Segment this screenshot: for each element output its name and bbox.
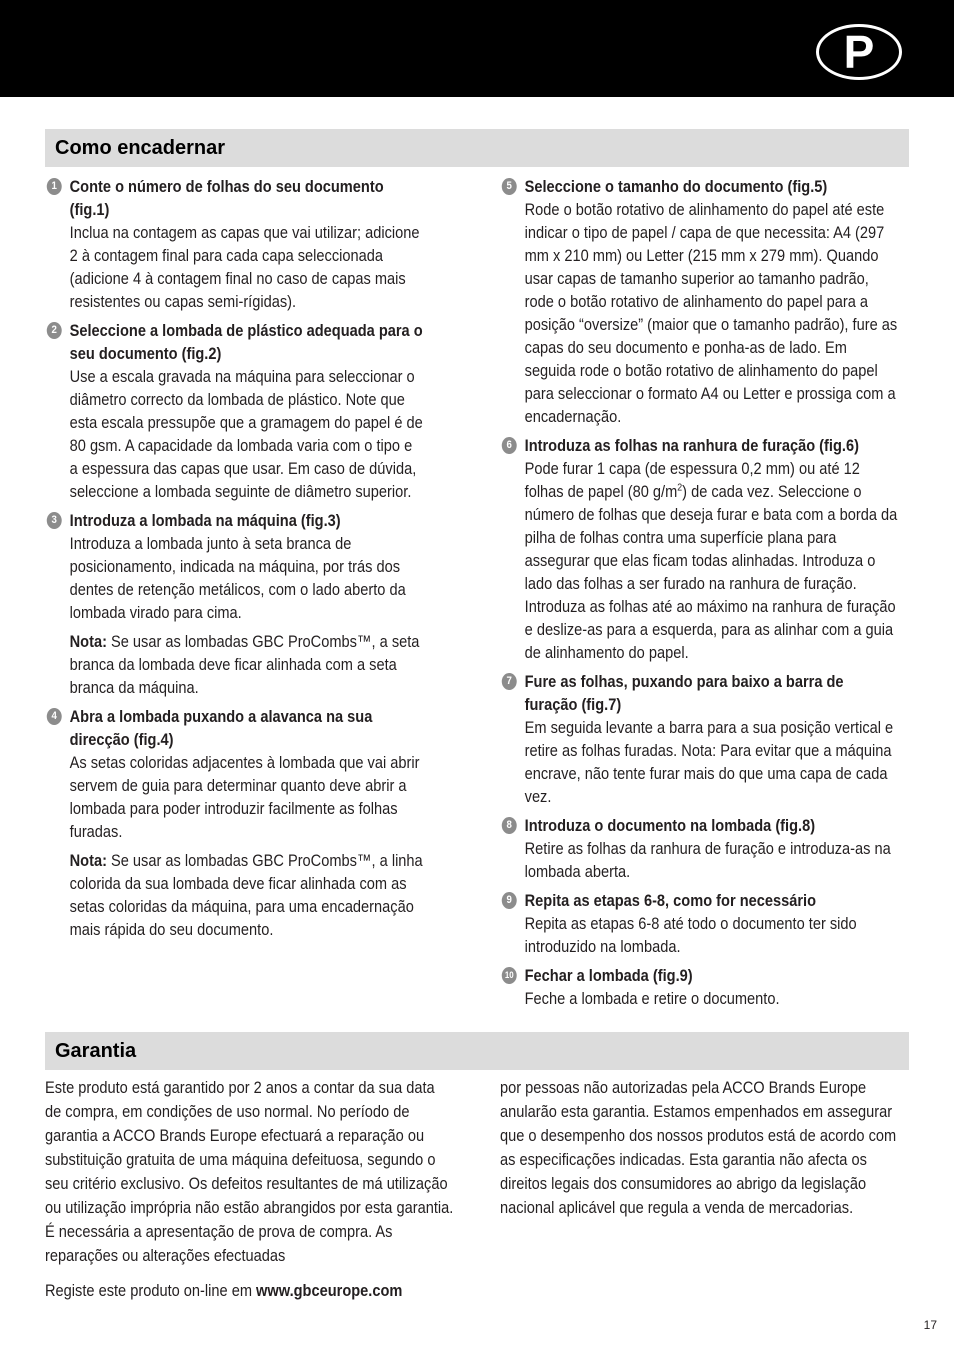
step-body-part: Pode furar 1 capa (de espessura 0,2 mm) ou até 12 folhas de papel (80 g/m bbox=[524, 459, 860, 501]
step-8 bbox=[500, 814, 900, 883]
step-number: 9 bbox=[502, 892, 517, 909]
step-body: Introduza a lombada junto à seta branca de posicionamento, indicada na máquina, por trás dos dentes de retenção metálicos, com o lado aberto da lombada virado para cima. bbox=[69, 534, 406, 622]
step-body: As setas coloridas adjacentes à lombada que vai abrir servem de guia para determinar quanto deve abrir a lombada para poder introduzir facilmente as folhas furadas. bbox=[69, 753, 420, 841]
step-number: 6 bbox=[502, 437, 517, 454]
step-6 bbox=[500, 434, 900, 664]
note-label: Nota: bbox=[69, 632, 107, 651]
step-title: Repita as etapas 6-8, como for necessário bbox=[524, 891, 817, 910]
step-5 bbox=[500, 175, 900, 428]
header-bar bbox=[0, 0, 954, 97]
note-text: Se usar as lombadas GBC ProCombs™, a linha colorida da sua lombada deve ficar alinhada com as setas coloridas da máquina, para uma encadernação mais rápida do seu documento. bbox=[69, 851, 423, 939]
step-title: Introduza a lombada na máquina (fig.3) bbox=[69, 511, 341, 530]
step-body: Feche a lombada e retire o documento. bbox=[524, 989, 780, 1008]
right-column bbox=[500, 175, 900, 1016]
step-title: Abra a lombada puxando a alavanca na sua direcção (fig.4) bbox=[69, 707, 373, 749]
left-column bbox=[45, 175, 423, 947]
page-number: 17 bbox=[923, 1318, 937, 1332]
register-line bbox=[45, 1279, 402, 1303]
step-title: Conte o número de folhas do seu documento (fig.1) bbox=[69, 177, 384, 219]
step-number: 10 bbox=[502, 967, 517, 984]
step-1 bbox=[45, 175, 423, 313]
step-3 bbox=[45, 509, 423, 699]
step-body: Rode o botão rotativo de alinhamento do papel até este indicar o tipo de papel / capa de que necessita: A4 (297 mm x 210 mm) ou Letter (215 mm x 279 mm). Quando usar capas de tamanho superior ao tamanho padrão, rode o botão rotativo de alinhamento do papel para a posição “oversize” (maior que o tamanho padrão), fure as capas do seu documento e ponha-as de lado. Em seguida rode o botão rotativo de alinhamento do papel para seleccionar o formato A4 ou Letter e prossiga com a encadernação. bbox=[524, 200, 898, 426]
step-note bbox=[70, 849, 424, 941]
section-title: Como encadernar bbox=[55, 137, 226, 159]
step-7 bbox=[500, 670, 900, 808]
language-badge: P bbox=[816, 24, 902, 80]
warranty-text-left: Este produto está garantido por 2 anos a contar da sua data de compra, em condições de uso normal. No período de garantia a ACCO Brands Europe efectuará a reparação ou substituição gratuita de uma máquina defeituosa, segundo o seu critério exclusivo. Os defeitos resultantes de má utilização ou utilização imprópria não estão abrangidos por esta garantia. É necessária a apresentação de prova de compra. As reparações ou alterações efectuadas bbox=[45, 1078, 454, 1265]
step-title: Introduza as folhas na ranhura de furação (fig.6) bbox=[524, 436, 859, 455]
register-url: www.gbceurope.com bbox=[256, 1281, 403, 1300]
step-number: 7 bbox=[502, 673, 517, 690]
step-body: Use a escala gravada na máquina para seleccionar o diâmetro correcto da lombada de plástico. Note que esta escala pressupõe que a gramagem do papel é de 80 gsm. A capacidade da lombada varia com o tipo e a espessura das capas que usar. Em caso de dúvida, seleccione a lombada seguinte de diâmetro superior. bbox=[69, 367, 423, 501]
step-number: 1 bbox=[47, 178, 62, 195]
step-2 bbox=[45, 319, 423, 503]
superscript: 2 bbox=[677, 482, 683, 494]
step-title: Introduza o documento na lombada (fig.8) bbox=[524, 816, 816, 835]
section-header-binding bbox=[45, 129, 909, 167]
step-number: 5 bbox=[502, 178, 517, 195]
step-body-part: ) de cada vez. Seleccione o número de folhas que deseja furar e bata com a borda da pilha de folhas contra uma superfície plana para assegurar que elas ficam todas alinhadas. Introduza o lado das folhas a ser furado na ranhura de furação. Introduza as folhas até ao máximo na ranhura de furação e deslize-as para a esquerda, para as alinhar com a guia de alinhamento do papel. bbox=[524, 482, 898, 662]
section-header-warranty bbox=[45, 1032, 909, 1070]
step-number: 4 bbox=[47, 708, 62, 725]
step-note bbox=[70, 630, 424, 699]
step-body: Inclua na contagem as capas que vai utilizar; adicione 2 à contagem final para cada capa seleccionada (adicione 4 à contagem final no caso de capas mais resistentes ou capas semi-rígidas). bbox=[69, 223, 420, 311]
step-body: Retire as folhas da ranhura de furação e introduza-as na lombada aberta. bbox=[524, 839, 891, 881]
register-text: Registe este produto on-line em bbox=[45, 1281, 257, 1300]
step-number: 2 bbox=[47, 322, 62, 339]
step-title: Fure as folhas, puxando para baixo a barra de furação (fig.7) bbox=[524, 672, 844, 714]
note-text: Se usar as lombadas GBC ProCombs™, a seta branca da lombada deve ficar alinhada com a seta branca da máquina. bbox=[69, 632, 420, 697]
warranty-text-right: por pessoas não autorizadas pela ACCO Brands Europe anularão esta garantia. Estamos empenhados em assegurar que o desempenho dos nossos produtos está de acordo com as especificações indicadas. Esta garantia não afecta os direitos legais dos consumidores ao abrigo da legislação nacional aplicável que regula a venda de mercadorias. bbox=[500, 1078, 897, 1217]
note-label: Nota: bbox=[69, 851, 107, 870]
section-title: Garantia bbox=[55, 1040, 137, 1062]
step-4 bbox=[45, 705, 423, 941]
step-body: Em seguida levante a barra para a sua posição vertical e retire as folhas furadas. Nota: Para evitar que a máquina encrave, não tente furar mais do que uma capa de cada vez. bbox=[524, 718, 894, 806]
step-10 bbox=[500, 964, 900, 1010]
step-body bbox=[525, 457, 900, 664]
step-body: Repita as etapas 6-8 até todo o documento ter sido introduzido na lombada. bbox=[524, 914, 857, 956]
step-title: Seleccione o tamanho do documento (fig.5) bbox=[524, 177, 828, 196]
step-title: Fechar a lombada (fig.9) bbox=[524, 966, 693, 985]
step-9 bbox=[500, 889, 900, 958]
step-number: 3 bbox=[47, 512, 62, 529]
step-number: 8 bbox=[502, 817, 517, 834]
step-title: Seleccione a lombada de plástico adequada para o seu documento (fig.2) bbox=[69, 321, 423, 363]
